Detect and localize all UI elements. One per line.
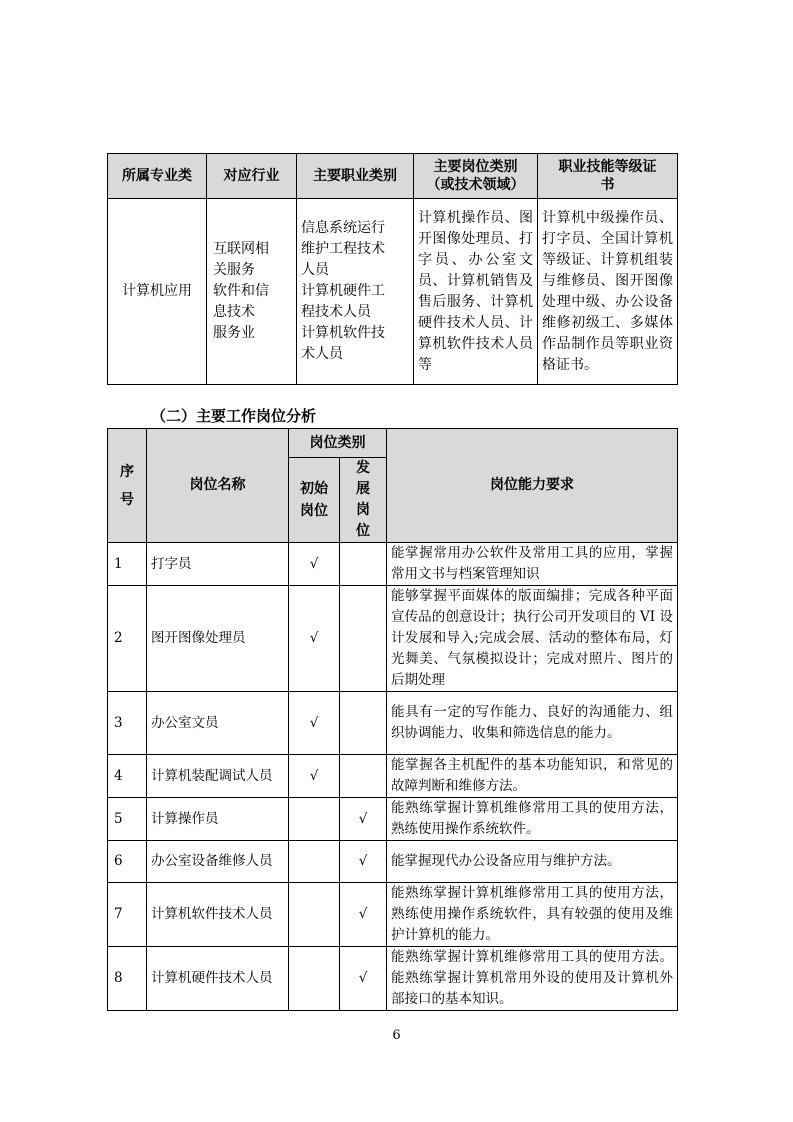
ability-requirement: 能熟练掌握计算机维修常用工具的使用方法。能熟练掌握计算机常用外设的使用及计算机外部接口的基本知识。: [387, 947, 678, 1011]
position-name: 办公室设备维修人员: [147, 841, 289, 883]
row-number: 3: [108, 692, 147, 755]
page-number: 6: [392, 1028, 401, 1043]
table-row: [108, 755, 678, 798]
row-number: 1: [108, 543, 147, 586]
header-industry: 对应行业: [207, 154, 297, 199]
initial-check: √: [289, 692, 340, 755]
header-initial-position: 初始 岗位: [289, 458, 340, 543]
table-row: [108, 798, 678, 841]
position-name: 计算机硬件技术人员: [147, 947, 289, 1011]
cell-major: 计算机应用: [108, 199, 207, 385]
initial-check: √: [289, 586, 340, 692]
initial-check: √: [289, 755, 340, 798]
header-major-category: 所属专业类: [108, 154, 207, 199]
position-name: 打字员: [147, 543, 289, 586]
specialty-table: [107, 153, 678, 385]
ability-requirement: 能熟练掌握计算机维修常用工具的使用方法，熟练使用操作系统软件。: [387, 798, 678, 841]
development-check: [340, 755, 387, 798]
header-seq: 序 号: [108, 429, 147, 543]
header-position-name: 岗位名称: [147, 429, 289, 543]
position-name: 办公室文员: [147, 692, 289, 755]
ability-requirement: 能够掌握平面媒体的版面编排；完成各种平面宣传品的创意设计；执行公司开发项目的 VI 设计发展和导入;完成会展、活动的整体布局，灯光舞美、气氛模拟设计；完成对照片、图片的后期处理: [387, 586, 678, 692]
ability-requirement: 能掌握常用办公软件及常用工具的应用，掌握常用文书与档案管理知识: [387, 543, 678, 586]
position-name: 计算机软件技术人员: [147, 883, 289, 947]
header-development-position: 发 展 岗 位: [340, 458, 387, 543]
ability-requirement: 能掌握各主机配件的基本功能知识，和常见的故障判断和维修方法。: [387, 755, 678, 798]
development-check: √: [340, 841, 387, 883]
position-name: 计算机装配调试人员: [147, 755, 289, 798]
initial-check: √: [289, 543, 340, 586]
row-number: 5: [108, 798, 147, 841]
row-number: 7: [108, 883, 147, 947]
row-number: 6: [108, 841, 147, 883]
development-check: √: [340, 947, 387, 1011]
position-name: 图开图像处理员: [147, 586, 289, 692]
table-row: [108, 692, 678, 755]
table-row: [108, 543, 678, 586]
cell-certificates: 计算机中级操作员、打字员、全国计算机等级证、计算机组装与维修员、图开图像处理中级、办公设备维修初级工、多媒体作品制作员等职业资格证书。: [538, 199, 678, 385]
development-check: [340, 692, 387, 755]
initial-check: [289, 947, 340, 1011]
development-check: √: [340, 798, 387, 841]
table-row: [108, 586, 678, 692]
initial-check: [289, 798, 340, 841]
table-row: [108, 841, 678, 883]
development-check: [340, 586, 387, 692]
specialty-table-row: [108, 199, 678, 385]
ability-requirement: 能熟练掌握计算机维修常用工具的使用方法，熟练使用操作系统软件，具有较强的使用及维护计算机的能力。: [387, 883, 678, 947]
cell-industry: 互联网相 关服务 软件和信 息技术 服务业: [207, 199, 297, 385]
initial-check: [289, 841, 340, 883]
header-occupation: 主要职业类别: [297, 154, 414, 199]
table-row: [108, 883, 678, 947]
table-row: [108, 947, 678, 1011]
position-table-header-top: [108, 429, 678, 458]
cell-occupation: 信息系统运行 维护工程技术 人员 计算机硬件工 程技术人员 计算机软件技 术人员: [297, 199, 414, 385]
header-certificates: 职业技能等级证 书: [538, 154, 678, 199]
row-number: 8: [108, 947, 147, 1011]
position-analysis-table: [107, 428, 678, 1011]
ability-requirement: 能掌握现代办公设备应用与维护方法。: [387, 841, 678, 883]
header-ability-requirements: 岗位能力要求: [387, 429, 678, 543]
header-positions: 主要岗位类别 （或技术领域）: [414, 154, 538, 199]
cell-positions: 计算机操作员、图开图像处理员、打字员、办公室文员、计算机销售及售后服务、计算机硬件技术人员、计算机软件技术人员等: [414, 199, 538, 385]
development-check: √: [340, 883, 387, 947]
position-name: 计算操作员: [147, 798, 289, 841]
section-title: （二）主要工作岗位分析: [151, 407, 317, 425]
initial-check: [289, 883, 340, 947]
header-position-category: 岗位类别: [289, 429, 387, 458]
row-number: 4: [108, 755, 147, 798]
specialty-table-header: [108, 154, 678, 199]
development-check: [340, 543, 387, 586]
ability-requirement: 能具有一定的写作能力、良好的沟通能力、组织协调能力、收集和筛选信息的能力。: [387, 692, 678, 755]
row-number: 2: [108, 586, 147, 692]
